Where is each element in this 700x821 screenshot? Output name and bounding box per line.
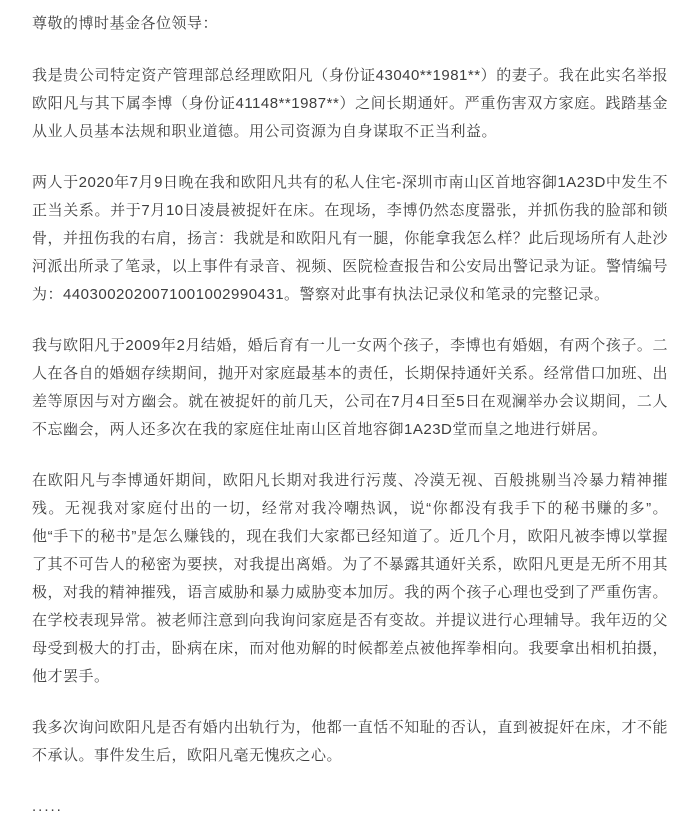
letter-ellipsis: .....: [32, 798, 63, 815]
letter-paragraph-intro: 我是贵公司特定资产管理部总经理欧阳凡（身份证43040**1981**）的妻子。我在此实名举报欧阳凡与其下属李博（身份证41148**1987**）之间长期通奸。严重伤害双方家庭。践踏基金从业人员基本法规和职业道德。用公司资源为自身谋取不正当利益。: [32, 67, 668, 140]
letter-salutation: 尊敬的博时基金各位领导：: [32, 15, 219, 32]
letter-paragraph-marriage: 我与欧阳凡于2009年2月结婚，婚后育有一儿一女两个孩子，李博也有婚姻，有两个孩子。二人在各自的婚姻存续期间，抛开对家庭最基本的责任，长期保持通奸关系。经常借口加班、出差等原因与对方幽会。就在被捉奸的前几天，公司在7月4日至5日在观澜举办会议期间，二人不忘幽会，两人还多次在我的家庭住址南山区首地容御1A23D堂而皇之地进行姘居。: [32, 337, 668, 438]
letter-paragraph-abuse: 在欧阳凡与李博通奸期间，欧阳凡长期对我进行污蔑、冷漠无视、百般挑剔当冷暴力精神摧残。无视我对家庭付出的一切，经常对我冷嘲热讽，说“你都没有我手下的秘书赚的多”。他“手下的秘书”是怎么赚钱的，现在我们大家都已经知道了。近几个月，欧阳凡被李博以掌握了其不可告人的秘密为要挟，对我提出离婚。为了不暴露其通奸关系，欧阳凡更是无所不用其极，对我的精神摧残，语言威胁和暴力威胁变本加厉。我的两个孩子心理也受到了严重伤害。在学校表现异常。被老师注意到向我询问家庭是否有变故。并提议进行心理辅导。我年迈的父母受到极大的打击，卧病在床，而对他劝解的时候都差点被他挥拳相向。我要拿出相机拍摄，他才罢手。: [32, 472, 668, 685]
letter-paragraph-denial: 我多次询问欧阳凡是否有婚内出轨行为，他都一直恬不知耻的否认，直到被捉奸在床，才不能不承认。事件发生后，欧阳凡毫无愧疚之心。: [32, 719, 668, 764]
letter-paragraph-incident: 两人于2020年7月9日晚在我和欧阳凡共有的私人住宅-深圳市南山区首地容御1A23D中发生不正当关系。并于7月10日凌晨被捉奸在床。在现场，李博仍然态度嚣张，并抓伤我的脸部和锁骨，并扭伤我的右肩，扬言：我就是和欧阳凡有一腿，你能拿我怎么样？此后现场所有人赴沙河派出所录了笔录，以上事件有录音、视频、医院检查报告和公安局出警记录为证。警情编号为：4403002020071001002990431。警察对此事有执法记录仪和笔录的完整记录。: [32, 174, 668, 303]
